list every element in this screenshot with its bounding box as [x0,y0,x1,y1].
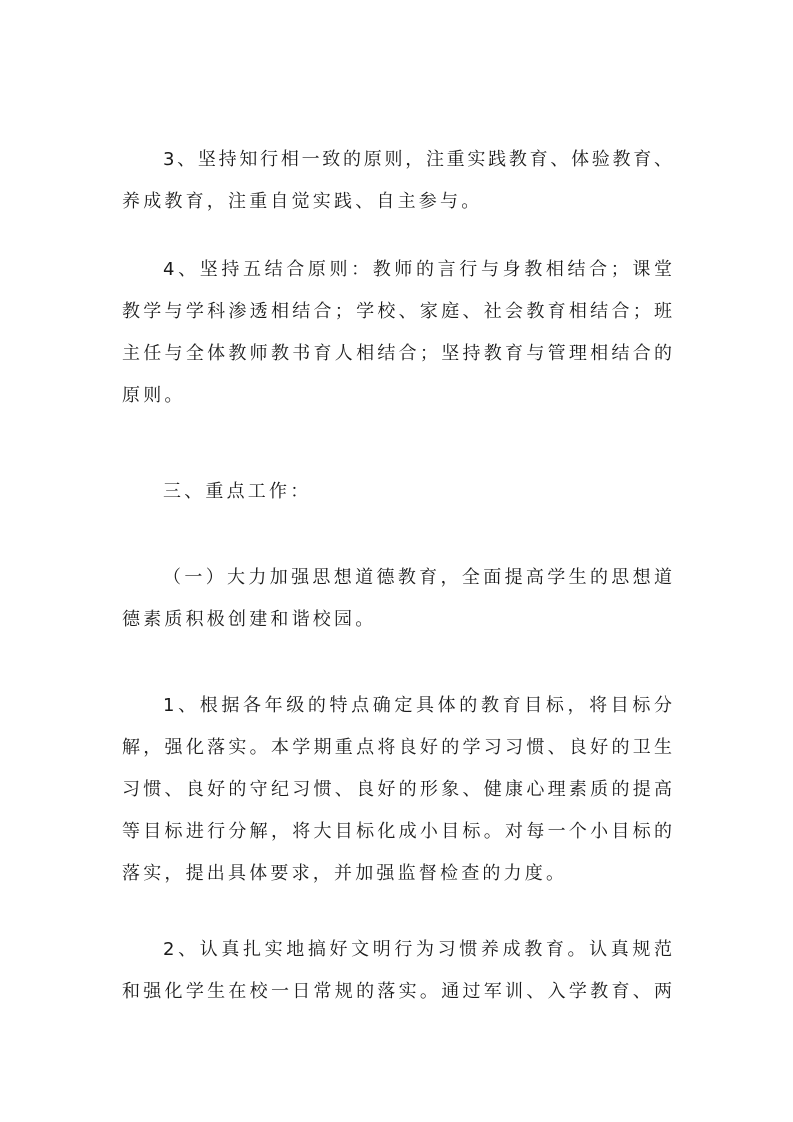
paragraph [122,929,672,1013]
text-line: 德素质积极创建和谐校园。 [122,609,377,630]
paragraph [122,471,672,513]
paragraph [122,139,672,223]
text-line: 解，强化落实。本学期重点将良好的学习习惯、良好的卫生 [122,737,672,758]
text-line: 1、根据各年级的特点确定具体的教育目标，将目标分 [163,695,672,716]
text-line: 三、重点工作： [163,481,312,502]
text-line: 4、坚持五结合原则：教师的言行与身教相结合；课堂 [163,259,672,280]
text-line: 等目标进行分解，将大目标化成小目标。对每一个小目标的 [122,821,672,842]
text-line: 落实，提出具体要求，并加强监督检查的力度。 [122,863,568,884]
paragraph [122,685,672,895]
text-line: 习惯、良好的守纪习惯、良好的形象、健康心理素质的提高 [122,779,672,800]
paragraph [122,557,672,641]
text-line: 主任与全体教师教书育人相结合；坚持教育与管理相结合的 [122,343,672,364]
text-line: （一）大力加强思想道德教育，全面提高学生的思想道 [163,567,672,588]
text-line: 养成教育，注重自觉实践、自主参与。 [122,191,483,212]
text-line: 教学与学科渗透相结合；学校、家庭、社会教育相结合；班 [122,301,672,322]
text-line: 原则。 [122,385,186,406]
text-line: 和强化学生在校一日常规的落实。通过军训、入学教育、两 [122,981,672,1002]
text-line: 2、认真扎实地搞好文明行为习惯养成教育。认真规范 [163,939,672,960]
text-line: 3、坚持知行相一致的原则，注重实践教育、体验教育、 [163,149,672,170]
paragraph [122,249,672,417]
